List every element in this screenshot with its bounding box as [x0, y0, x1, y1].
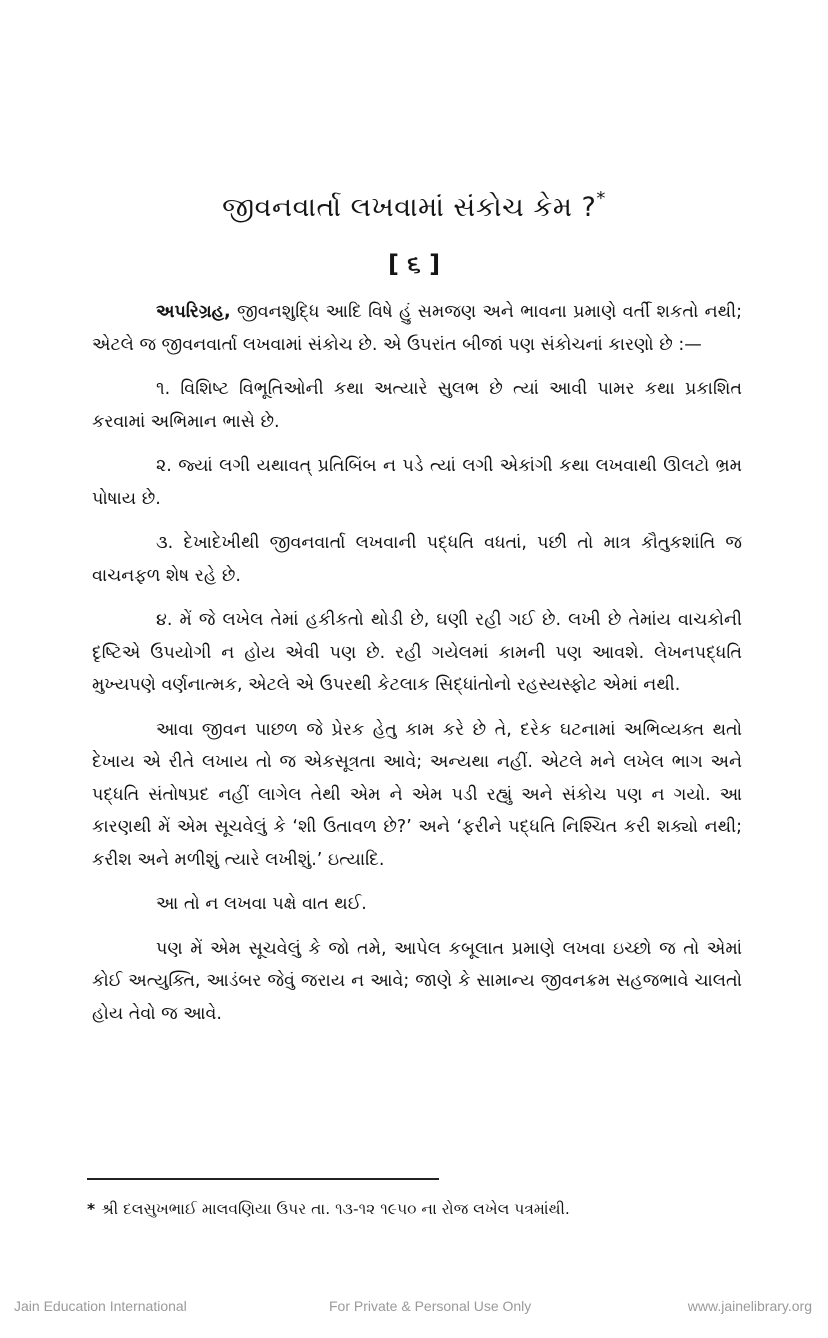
- paragraph-text: ૧. વિશિષ્ટ વિભૂતિઓની કથા અત્યારે સુલભ છે ત્યાં આવી પામર કથા પ્રકાશિત કરવામાં અભિમાન ભાસે છે.: [92, 379, 742, 432]
- paragraph-point-3: [92, 527, 742, 592]
- title-text: જીવનવાર્તા લખવામાં સંકોચ કેમ ?: [222, 192, 597, 223]
- paragraph-text: આ તો ન લખવા પક્ષે વાત થઈ.: [156, 894, 367, 914]
- paragraph-point-1: [92, 373, 742, 438]
- paragraph-text: ૩. દેખાદેખીથી જીવનવાર્તા લખવાની પદ્ધતિ વધતાં, પછી તો માત્ર કૌતુકશાંતિ જ વાચનફળ શેષ રહે છે.: [92, 533, 742, 586]
- paragraph-suggestion: [92, 933, 742, 1031]
- paragraph-lead-word: અપરિગ્રહ,: [156, 302, 231, 322]
- chapter-number: [ ૬ ]: [387, 250, 441, 278]
- paragraph-text: પણ મેં એમ સૂચવેલું કે જો તમે, આપેલ કબૂલાત પ્રમાણે લખવા ઇચ્છો જ તો એમાં કોઈ અત્યુક્તિ, આડંબર જેવું જરાય ન આવે; જાણે કે સામાન્ય જીવનક્રમ સહજભાવે ચાલતો હોય તેવો જ આવે.: [92, 938, 742, 1024]
- footer-website-link[interactable]: www.jainelibrary.org: [687, 1298, 812, 1314]
- paragraph-point-2: [92, 450, 742, 515]
- footnote-divider: [87, 1178, 439, 1180]
- paragraph-text: આવા જીવન પાછળ જે પ્રેરક હેતુ કામ કરે છે તે, દરેક ઘટનામાં અભિવ્યક્ત થતો દેખાય એ રીતે લખાય તો જ એકસૂત્રતા આવે; અન્યથા નહીં. એટલે મને લખેલ ભાગ અને પદ્ધતિ સંતોષપ્રદ નહીં લાગેલ તેથી એમ ને એમ પડી રહ્યું અને સંકોચ પણ ન ગયો. આ કારણથી મેં એમ સૂચવેલું કે ‘શી ઉતાવળ છે?’ અને ‘ફરીને પદ્ધતિ નિશ્ચિત કરી શક્યો નથી; કરીશ અને મળીશું ત્યારે લખીશું.’ ઇત્યાદિ.: [92, 719, 742, 870]
- paragraph-motive: [92, 714, 742, 877]
- paragraph-text: ૨. જ્યાં લગી યથાવત્ પ્રતિબિંબ ન પડે ત્યાં લગી એકાંગી કથા લખવાથી ઊલટો ભ્રમ પોષાય છે.: [92, 456, 742, 509]
- paragraph-text: ૪. મેં જે લખેલ તેમાં હકીકતો થોડી છે, ઘણી રહી ગઈ છે. લખી છે તેમાંય વાચકોની દૃષ્ટિએ ઉપયોગી ન હોય એવી પણ છે. રહી ગયેલમાં કામની પણ આવશે. લેખનપદ્ધતિ મુખ્યપણે વર્ણનાત્મક, એટલે એ ઉપરથી કેટલાક સિદ્ધાંતોનો રહસ્યસ્ફોટ એમાં નથી.: [92, 610, 742, 695]
- footer-usage-notice: For Private & Personal Use Only: [329, 1298, 532, 1314]
- paragraph-summary: [92, 888, 742, 921]
- page-title: [0, 188, 828, 224]
- paragraph-text: જીવનશુદ્ધિ આદિ વિષે હું સમજણ અને ભાવના પ્રમાણે વર્તી શકતો નથી; એટલે જ જીવનવાર્તા લખવામાં સંકોચ છે. એ ઉપરાંત બીજાં પણ સંકોચનાં કારણો છે :—: [92, 302, 742, 355]
- footnote: [87, 1197, 757, 1221]
- footnote-text: શ્રી દલસુખભાઈ માલવણિયા ઉપર તા. ૧૩-૧૨ ૧૯૫૦ ના રોજ લખેલ પત્રમાંથી.: [101, 1200, 570, 1218]
- footnote-marker: *: [87, 1200, 96, 1218]
- paragraph-point-4: [92, 604, 742, 702]
- title-footnote-marker: *: [596, 188, 606, 209]
- page-footer: [0, 1298, 828, 1318]
- paragraph-intro: [92, 296, 742, 361]
- footer-publisher: Jain Education International: [14, 1298, 187, 1314]
- body-text: [92, 296, 742, 1042]
